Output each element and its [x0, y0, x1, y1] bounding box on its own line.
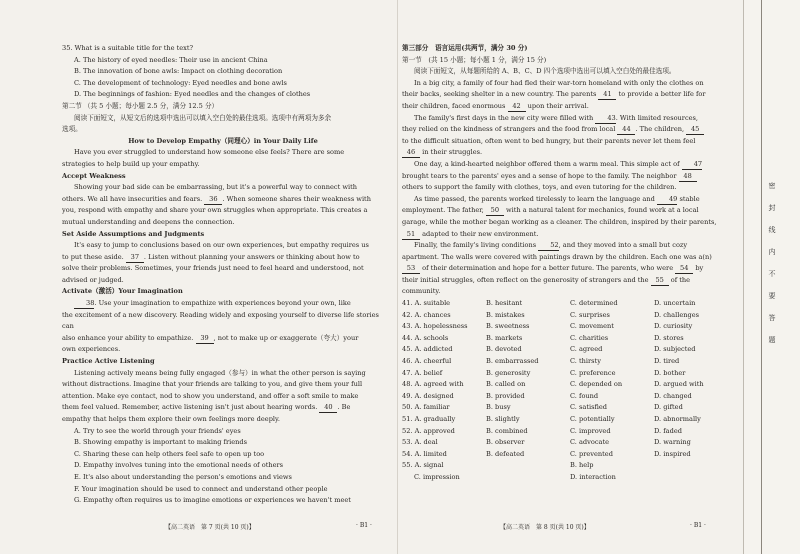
choice-cell: 52. A. approved: [402, 426, 455, 435]
choice-cell: [654, 472, 738, 484]
choice-cell: B. provided: [486, 391, 525, 400]
passage-line: employment. The father, 50 with a natural talent for mechanics, found work at a local: [402, 206, 699, 215]
part-3-header: 第三部分 语言运用(共两节，满分 30 分): [402, 44, 528, 52]
choice-cell: B. generosity: [486, 368, 531, 377]
paragraph-line: the excitement of a new discovery. Reading widely and exposing yourself to diverse life stories can: [62, 310, 379, 331]
blank-42: 42: [508, 102, 526, 112]
choice-cell: B. busy: [486, 403, 511, 412]
paragraph-line: to put these aside. 37 . Listen without planning your answers or thinking about how to: [62, 252, 360, 261]
blank-55: 55: [651, 276, 669, 286]
paragraph-line: It's easy to jump to conclusions based on our own experiences, but empathy requires us: [74, 241, 369, 250]
choice-cell: D. argued with: [654, 380, 704, 389]
passage-line: they relied on the kindness of strangers and the food from local 44 . The children, 45: [402, 124, 740, 136]
blank-40: 40: [319, 403, 337, 413]
q35-option-d: D. The beginnings of fashion: Eyed needles and the changes of clothes: [74, 90, 311, 99]
choice-cell: D. gifted: [654, 403, 683, 412]
choice-cell: B. hesitant: [486, 299, 523, 308]
choice-cell: C. potentially: [570, 415, 615, 423]
choice-cell: C. impression: [414, 472, 460, 481]
choice-cell: D. subjected: [654, 345, 696, 354]
choice-cell: C. satisfied: [570, 403, 607, 412]
choice-cell: D. challenges: [654, 310, 699, 319]
seal-line-notice: 密 封 线 内 不 要 答 题: [768, 182, 776, 344]
passage-line: brought tears to the parents' eyes and a sense of hope to the family. The neighbor 48: [402, 171, 740, 183]
choice-cell: 54. A. limited: [402, 449, 447, 458]
choice-cell: C. determined: [570, 299, 618, 308]
section-1-header: 第一节 (共 15 小题；每小题 1 分，满分 15 分): [402, 55, 547, 64]
choice-cell: B. devoted: [486, 345, 522, 354]
passage-line: 53 of their determination and hope for a better future. The parents, who were 54 by: [402, 263, 740, 275]
choice-cell: B. combined: [486, 426, 528, 435]
choice-cell: [486, 460, 570, 472]
blank-41: 41: [598, 90, 616, 100]
option-d: D. Empathy involves tuning into the emotional needs of others: [74, 461, 284, 470]
paragraph-line: without distractions. Imagine that your friends are talking to you, and give them your full: [62, 380, 363, 389]
choice-cell: 46. A. cheerful: [402, 357, 452, 366]
passage-line: their backs, seeking shelter in a new country. The parents 41 to provide a better life for: [402, 90, 706, 99]
choice-cell: D. warning: [654, 438, 691, 447]
option-f: F. Your imagination should be used to connect and understand other people: [74, 484, 328, 493]
choice-table: [402, 298, 740, 484]
choice-cell: B. slightly: [486, 415, 520, 423]
binding-margin: [743, 0, 800, 554]
paragraph-line: also enhance your ability to empathize. 39 , not to make up or exaggerate（夸大）your: [62, 333, 359, 342]
choice-cell: [486, 472, 570, 484]
choice-cell: C. thirsty: [570, 357, 601, 366]
seal-line: [761, 0, 762, 554]
choice-cell: B. called on: [486, 380, 526, 389]
blank-36: 36: [204, 195, 222, 205]
passage-line: their children, faced enormous 42 upon their arrival.: [402, 101, 589, 110]
passage-line: One day, a kind-hearted neighbor offered them a warm meal. This simple act of 47: [414, 159, 703, 168]
choice-cell: C. prevented: [570, 449, 613, 458]
section-2-header: 第二节 （共 5 小题；每小题 2.5 分，满分 12.5 分）: [62, 101, 219, 110]
paragraph-line: them feel valued. Remember, active listening isn't just about hearing words. 40 . Be: [62, 403, 351, 412]
passage-line: In a big city, a family of four had fled their war-torn homeland with only the clothes on: [414, 78, 704, 87]
choice-cell: D. changed: [654, 391, 692, 400]
choice-cell: 43. A. hopelessness: [402, 322, 468, 331]
blank-44: 44: [617, 125, 635, 135]
heading-set-aside: Set Aside Assumptions and Judgments: [62, 229, 205, 238]
q35-option-a: A. The history of eyed needles: Their use in ancient China: [74, 55, 268, 64]
choice-cell: D. bother: [654, 368, 686, 377]
blank-45: 45: [686, 125, 704, 135]
passage-line: their initial struggles, often reflect on the generosity of strangers and the 55 of the: [402, 275, 691, 284]
choice-cell: D. uncertain: [654, 299, 696, 308]
choice-cell: 50. A. familiar: [402, 403, 450, 412]
section-2-instructions-end: 选项。: [62, 125, 82, 134]
blank-49: 49: [657, 195, 677, 205]
passage-line: 51 adapted to their new environment.: [402, 229, 740, 241]
option-g: G. Empathy often requires us to imagine emotions or experiences we haven't meet: [74, 496, 351, 505]
passage-line: community.: [402, 287, 441, 296]
choice-cell: C. preference: [570, 368, 616, 377]
choice-cell: 51. A. gradually: [402, 415, 456, 423]
blank-52: 52: [538, 241, 558, 251]
blank-39: 39: [196, 334, 214, 344]
paragraph-line: you, respond with empathy and share your own struggles when appropriate. This creates a: [62, 206, 368, 215]
paragraph-line: Listening actively means being fully engaged（参与）in what the other person is saying: [74, 368, 366, 377]
passage-line: others to support the family with clothes, toys, and even tutoring for the children.: [402, 183, 677, 192]
blank-54: 54: [675, 264, 693, 274]
passage-line: to the difficult situation, often went to bed hungry, but their parents never let them feel: [402, 136, 696, 145]
paragraph-line: solve their problems. Sometimes, your friends just need to feel heard and understood, not: [62, 264, 364, 273]
choice-cell: 42. A. chances: [402, 310, 451, 319]
option-c: C. Sharing these can help others feel safe to open up too: [74, 449, 265, 458]
choice-cell: 48. A. agreed with: [402, 380, 464, 389]
option-e: E. It's also about understanding the person's emotions and views: [74, 472, 292, 481]
choice-cell: D. stores: [654, 333, 684, 342]
choice-cell: C. surprises: [570, 310, 610, 319]
choice-cell: D. tired: [654, 357, 680, 366]
passage-line: As time passed, the parents worked tirelessly to learn the language and 49 stable: [414, 194, 700, 203]
choice-cell: 47. A. belief: [402, 368, 443, 377]
choice-cell: D. interaction: [570, 472, 616, 481]
choice-cell: B. embarrassed: [486, 357, 539, 366]
page-8-footer: 【高二英语 第 8 页(共 10 页)】: [500, 524, 590, 531]
blank-53: 53: [402, 264, 420, 274]
blank-38: 38: [74, 299, 94, 309]
paragraph-line: advised or judged.: [62, 275, 124, 284]
intro-line: Have you ever struggled to understand how someone else feels? There are some: [74, 148, 345, 157]
choice-cell: B. help: [570, 461, 594, 470]
paragraph-line: 38. Use your imagination to empathize with experiences beyond your own, like: [62, 298, 384, 310]
choice-cell: 53. A. deal: [402, 438, 438, 447]
choice-cell: B. observer: [486, 438, 525, 447]
option-a: A. Try to see the world through your friends' eyes: [74, 426, 241, 435]
choice-cell: 49. A. designed: [402, 391, 454, 400]
blank-37: 37: [126, 253, 144, 263]
page-7-code: · B1 ·: [356, 522, 372, 529]
paragraph-line: attention. Make eye contact, nod to show you understand, and offer a soft smile to make: [62, 391, 359, 400]
passage-line: garage, while the mother began working as a cleaner. The children, inspired by their parents,: [402, 217, 717, 226]
question-35: 35. What is a suitable title for the text?: [62, 44, 194, 52]
choice-cell: D. faded: [654, 426, 682, 435]
choice-cell: C. depended on: [570, 380, 623, 389]
passage-title: How to Develop Empathy（同理心）in Your Daily Life: [128, 136, 318, 145]
choice-cell: D. curiosity: [654, 322, 693, 331]
option-b: B. Showing empathy is important to making friends: [74, 438, 247, 447]
choice-cell: D. abnormally: [654, 415, 701, 423]
intro-line: strategies to help build up your empathy.: [62, 159, 200, 168]
paragraph-line: empathy that helps them explore their own feelings more deeply.: [62, 415, 280, 423]
choice-cell: B. sweetness: [486, 322, 530, 331]
blank-43: 43: [595, 114, 615, 124]
paragraph-line: others. We all have insecurities and fears. 36 . When someone shares their weakness with: [62, 194, 371, 203]
paragraph-line: mutual understanding and deepens the connection.: [62, 217, 235, 226]
choice-cell: C. agreed: [570, 345, 603, 354]
section-1-instructions: 阅读下面短文，从每题所给的 A、B、C、D 四个选项中选出可以填入空白处的最佳选项。: [414, 67, 676, 76]
page-7-content: [62, 43, 384, 507]
section-2-instructions: 阅读下面短文，从短文后的选项中选出可以填入空白处的最佳选项。选项中有两项为多余: [74, 113, 332, 122]
choice-cell: C. improved: [570, 426, 611, 435]
q35-option-b: B. The innovation of bone awls: Impact on clothing decoration: [74, 67, 283, 76]
choice-cell: D. inspired: [654, 449, 691, 458]
blank-47: 47: [682, 160, 702, 170]
passage-line: Finally, the family's living conditions 52, and they moved into a small but cozy: [414, 241, 688, 250]
heading-activate-imagination: Activate（激活）Your Imagination: [62, 287, 183, 296]
paragraph-line: Showing your bad side can be embarrassing, but it's a powerful way to connect with: [74, 183, 358, 192]
page-7-footer: 【高二英语 第 7 页(共 10 页)】: [165, 524, 255, 531]
choice-cell: B. defeated: [486, 449, 525, 458]
page-8-content: [402, 43, 740, 484]
passage-line: The family's first days in the new city were filled with 43. With limited resources,: [414, 113, 699, 122]
choice-cell: 44. A. schools: [402, 333, 449, 342]
heading-active-listening: Practice Active Listening: [62, 357, 155, 366]
paragraph-line: own experiences.: [62, 345, 121, 354]
blank-48: 48: [679, 172, 697, 182]
blank-50: 50: [486, 206, 504, 216]
choice-cell: 55. A. signal: [402, 461, 444, 470]
choice-cell: 41. A. suitable: [402, 299, 451, 308]
passage-line: 46 in their struggles.: [402, 147, 740, 159]
q35-option-c: C. The development of technology: Eyed needles and bone awls: [74, 78, 287, 87]
choice-cell: 45. A. addicted: [402, 345, 453, 354]
choice-cell: C. charities: [570, 333, 609, 342]
choice-cell: B. mistakes: [486, 310, 525, 319]
heading-accept-weakness: Accept Weakness: [62, 171, 126, 180]
choice-cell: C. movement: [570, 322, 614, 331]
page-8-code: · B1 ·: [690, 522, 706, 529]
blank-46: 46: [402, 148, 420, 158]
choice-cell: C. advocate: [570, 438, 610, 447]
choice-cell: B. markets: [486, 333, 523, 342]
blank-51: 51: [402, 230, 420, 240]
passage-line: apartment. The walls were covered with paintings drawn by the children. Each one was a(n): [402, 252, 712, 261]
choice-cell: [654, 460, 738, 472]
choice-cell: C. found: [570, 391, 599, 400]
